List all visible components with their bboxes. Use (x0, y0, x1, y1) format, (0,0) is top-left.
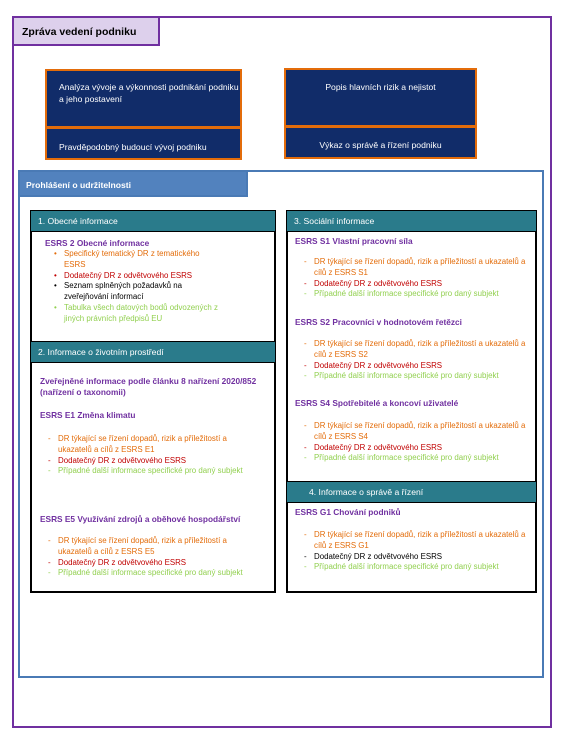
list-item: • Tabulka všech datových bodů odvozených z jiných právních předpisů EU (53, 303, 223, 325)
e5-list (47, 536, 262, 579)
esrs2-title: ESRS 2 Obecné informace (45, 238, 150, 248)
analysis-box: Analýza vývoje a výkonnosti podnikání podniku a jeho postavení (45, 69, 242, 128)
e1-list (47, 434, 262, 477)
future-development-box: Pravděpodobný budoucí vývoj podniku (45, 127, 242, 160)
social-info-header: 3. Sociální informace (286, 210, 537, 232)
sustainability-header: Prohlášení o udržitelnosti (18, 170, 248, 197)
esrs-s4-title: ESRS S4 Spotřebitelé a koncoví uživatelé (295, 398, 459, 408)
report-title: Zpráva vedení podniku (12, 16, 160, 46)
list-item: • Specifický tematický DR z tematického ESRS (53, 249, 223, 271)
list-item: - Případné další informace specifické pro daný subjekt (303, 562, 528, 573)
taxonomy-disclosure: Zveřejněné informace podle článku 8 nařízení 2020/852 (nařízení o taxonomii) (40, 376, 257, 398)
list-item: - Případné další informace specifické pro daný subjekt (47, 466, 262, 477)
esrs-e1-title: ESRS E1 Změna klimatu (40, 410, 136, 420)
list-item: - Dodatečný DR z odvětvového ESRS (303, 552, 528, 563)
list-item: • Dodatečný DR z odvětvového ESRS (53, 271, 223, 282)
list-item: - Případné další informace specifické pro daný subjekt (303, 453, 528, 464)
list-item: - Dodatečný DR z odvětvového ESRS (303, 361, 528, 372)
esrs-s1-title: ESRS S1 Vlastní pracovní síla (295, 236, 413, 246)
g1-list (303, 530, 528, 573)
list-item: - DR týkající se řízení dopadů, rizik a příležitostí a ukazatelů a cílů z ESRS E1 (47, 434, 262, 456)
list-item: - Dodatečný DR z odvětvového ESRS (47, 456, 262, 467)
esrs-s2-title: ESRS S2 Pracovníci v hodnotovém řetězci (295, 317, 462, 327)
s2-list (303, 339, 528, 382)
risks-box: Popis hlavních rizik a nejistot (284, 68, 477, 127)
list-item: - Případné další informace specifické pro daný subjekt (303, 371, 528, 382)
list-item: • Seznam splněných požadavků na zveřejňování informací (53, 281, 223, 303)
list-item: - Dodatečný DR z odvětvového ESRS (303, 443, 528, 454)
list-item: - DR týkající se řízení dopadů, rizik a příležitostí a ukazatelů a cílů z ESRS S4 (303, 421, 528, 443)
esrs-e5-title: ESRS E5 Využívání zdrojů a oběhové hospodářství (40, 514, 241, 524)
list-item: - DR týkající se řízení dopadů, rizik a příležitostí a ukazatelů a cílů z ESRS E5 (47, 536, 262, 558)
list-item: - Případné další informace specifické pro daný subjekt (303, 289, 528, 300)
s4-list (303, 421, 528, 464)
list-item: - Případné další informace specifické pro daný subjekt (47, 568, 262, 579)
governance-report-box: Výkaz o správě a řízení podniku (284, 126, 477, 159)
list-item: - DR týkající se řízení dopadů, rizik a příležitostí a ukazatelů a cílů z ESRS S2 (303, 339, 528, 361)
general-info-list (53, 249, 223, 324)
esrs-g1-title: ESRS G1 Chování podniků (295, 507, 401, 517)
s1-list (303, 257, 528, 300)
general-info-header: 1. Obecné informace (30, 210, 276, 232)
list-item: - Dodatečný DR z odvětvového ESRS (303, 279, 528, 290)
governance-info-header: 4. Informace o správě a řízení (286, 481, 537, 503)
list-item: - Dodatečný DR z odvětvového ESRS (47, 558, 262, 569)
list-item: - DR týkající se řízení dopadů, rizik a příležitostí a ukazatelů a cílů z ESRS S1 (303, 257, 528, 279)
environment-header: 2. Informace o životním prostředí (30, 341, 276, 363)
list-item: - DR týkající se řízení dopadů, rizik a příležitostí a ukazatelů a cílů z ESRS G1 (303, 530, 528, 552)
